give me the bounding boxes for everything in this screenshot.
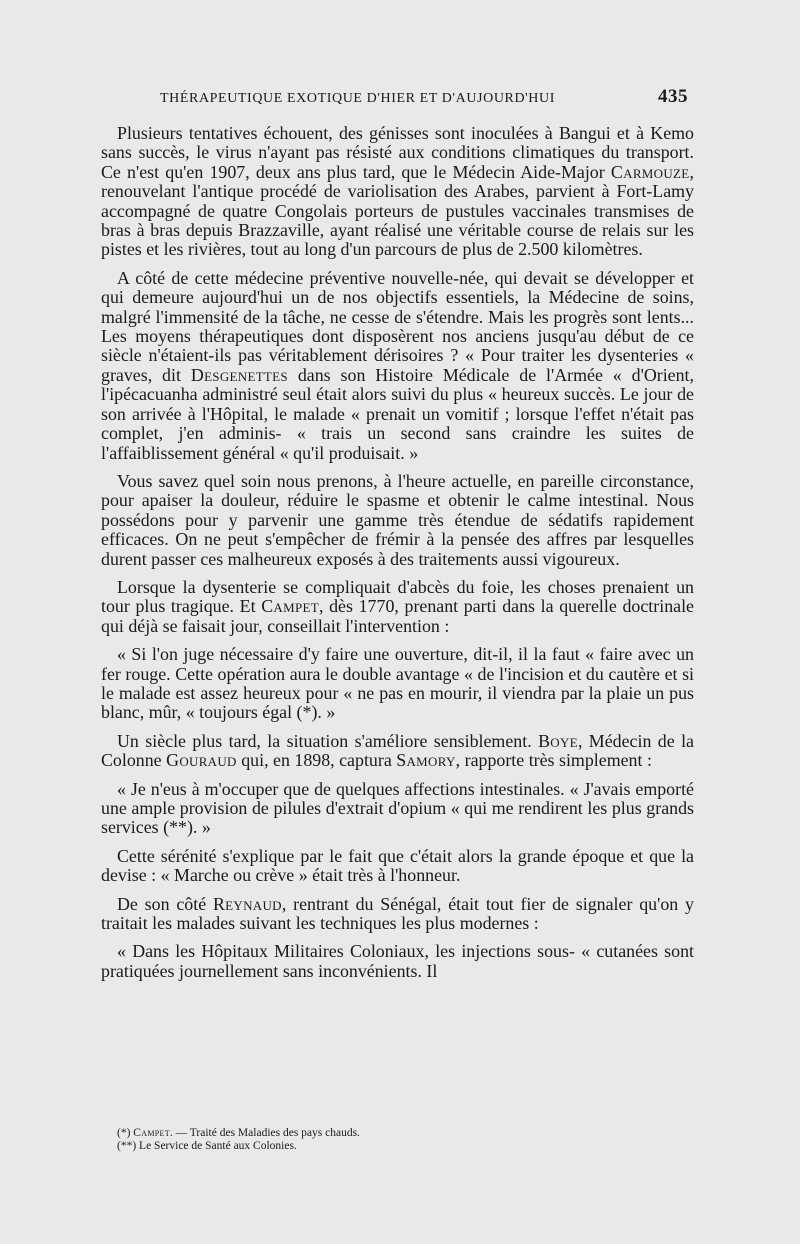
page-header	[160, 86, 688, 108]
text-run: , dès 1770, prenant parti dans la querelle doctrinale qui déjà se faisait jour, conseillait l'intervention :	[101, 596, 694, 636]
text-run: « Si l'on juge nécessaire d'y faire une ouverture, dit-il, il la faut « faire avec un fer rouge. Cette opération aura le double avantage « de l'incision et du cautère et si le malade est assez heureux pour « ne pas en mourir, il viendra par la plaie un pus blanc, mûr, « toujours égal (*). »	[101, 644, 694, 723]
footnote-marker: (**)	[117, 1140, 137, 1152]
paragraph	[101, 847, 694, 886]
text-run: Lorsque la dysenterie se compliquait d'abcès du foie, les choses prenaient un tour plus tragique. Et	[101, 576, 694, 617]
body-text	[101, 124, 694, 990]
text-run: dans son Histoire Médicale de l'Armée « d'Orient, l'ipécacuanha administré seul était alors suivi du plus « heureux succès. Le jour de son arrivée à l'Hôpital, le malade « prenait un vomitif ; lorsque l'effet n'était pas complet, j'en adminis- « trais un second sans craindre les suites de l'affaiblissement général « qu'il produisait. »	[101, 364, 694, 463]
text-run: « Dans les Hôpitaux Militaires Coloniaux, les injections sous- « cutanées sont pratiquées journellement sans inconvénients. Il	[101, 941, 694, 981]
paragraph	[101, 895, 694, 934]
text-run: Cette sérénité s'explique par le fait que c'était alors la grande époque et que la devise : « Marche ou crève » était très à l'honneur.	[101, 845, 694, 886]
text-run: , Médecin de la Colonne	[101, 730, 694, 771]
paragraph	[101, 780, 694, 838]
text-run: , rentrant du Sénégal, était tout fier de signaler qu'on y traitait les malades suivant les techniques les plus modernes :	[101, 893, 694, 934]
footnote-marker: (*)	[117, 1127, 131, 1139]
text-run: , rapporte très simplement :	[455, 750, 652, 771]
paragraph	[101, 578, 694, 636]
paragraph	[101, 942, 694, 981]
author-name: Samory	[396, 750, 456, 771]
author-name: Carmouze	[610, 161, 690, 182]
author-name: Reynaud	[212, 893, 282, 914]
text-run: A côté de cette médecine préventive nouvelle-née, qui devait se développer et qui demeure aujourd'hui un de nos objectifs essentiels, la Médecine de soins, malgré l'immensité de la tâche, ne cesse de s'étendre. Mais les progrès sont lents... Les moyens thérapeutiques dont disposèrent nos anciens jusqu'au début de ce siècle n'étaient-ils pas véritablement dérisoires ? « Pour traiter les dysenteries « graves, dit	[101, 267, 694, 385]
author-name: Gouraud	[166, 750, 237, 771]
paragraph	[101, 124, 694, 260]
text-run: Un siècle plus tard, la situation s'améliore sensiblement.	[117, 730, 539, 751]
text-run: , renouvelant l'antique procédé de variolisation des Arabes, parvient à Fort-Lamy accompagné de quatre Congolais porteurs de pustules vaccinales transmises de bras à bras depuis Brazzaville, ayant réalisé une véritable course de relais sur les pistes et les rivières, tout au long d'un parcours de plus de 2.500 kilomètres.	[101, 161, 694, 260]
text-run: Vous savez quel soin nous prenons, à l'heure actuelle, en pareille circonstance, pour apaiser la douleur, réduire le spasme et obtenir le calme intestinal. Nous possédons pour y parvenir une gamme très étendue de sédatifs rapidement efficaces. On ne peut s'empêcher de frémir à la pensée des affres par lesquelles durent passer ces malheureux exposés à des traitements aussi vigoureux.	[101, 470, 694, 569]
footnote-text: Le Service de Santé aux Colonies.	[139, 1140, 297, 1152]
author-name: Boye	[538, 730, 578, 751]
footnote-author: Campet	[133, 1127, 170, 1139]
text-run: qui, en 1898, captura	[236, 750, 397, 771]
author-name: Desgenettes	[190, 364, 288, 385]
footnote	[117, 1140, 677, 1153]
footnote	[117, 1127, 677, 1140]
text-run: Plusieurs tentatives échouent, des génisses sont inoculées à Bangui et à Kemo sans succès, le virus n'ayant pas résisté aux conditions climatiques du transport. Ce n'est qu'en 1907, deux ans plus tard, que le Médecin Aide-Major	[101, 123, 694, 182]
text-run: De son côté	[117, 893, 213, 914]
footnotes	[117, 1127, 677, 1153]
paragraph	[101, 645, 694, 723]
author-name: Campet	[261, 596, 319, 617]
text-run: « Je n'eus à m'occuper que de quelques affections intestinales. « J'avais emporté une ample provision de pilules d'extrait d'opium « qui me rendirent les plus grands services (**). »	[101, 778, 694, 838]
running-title: THÉRAPEUTIQUE EXOTIQUE D'HIER ET D'AUJOURD'HUI	[160, 91, 555, 106]
paragraph	[101, 732, 694, 771]
paragraph	[101, 472, 694, 569]
page-number: 435	[658, 86, 688, 107]
paragraph	[101, 269, 694, 463]
footnote-text: . — Traité des Maladies des pays chauds.	[169, 1127, 360, 1139]
